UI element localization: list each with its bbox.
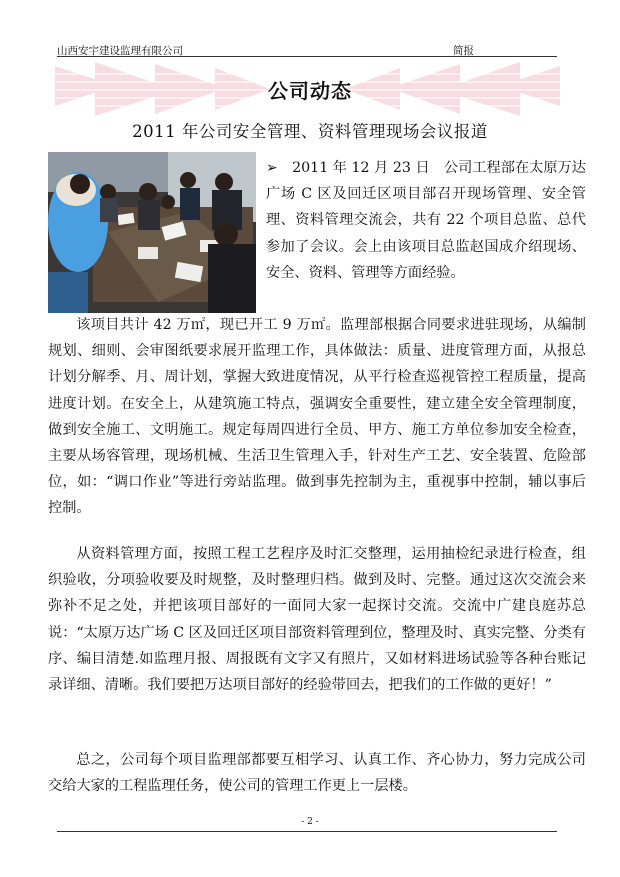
paragraph-1: ➢ 2011 年 12 月 23 日 公司工程部在太原万达广场 C 区及回迁区项目部召开现场管理、安全管理、资料管理交流会，共有 22 个项目总监、总代参加了会议。会上由该项目总监赵国成介绍现场、安全、资料、管理等方面经验。 xyxy=(266,160,586,281)
paragraph-4 xyxy=(48,747,586,799)
paragraph-2 xyxy=(48,312,586,522)
footer-rule xyxy=(57,831,557,832)
company-name: 山西安宇建设监理有限公司 xyxy=(57,45,183,57)
paragraph-2-text: 该项目共计 42 万㎡，现已开工 9 万㎡。监理部根据合同要求进驻现场，从编制规划、细则、会审图纸要求展开监理工作，具体做法：质量、进度管理方面，从报总计划分解季、月、周计划，掌握大致进度情况，从平行检查巡视管控工程质量，提高进度计划。在安全上，从建筑施工特点，强调安全重要性，建立建全安全管理制度，做到安全施工、文明施工。规定每周四进行全员、甲方、施工方单位参加安全检查，主要从场容管理，现场机械、生活卫生管理入手，针对生产工艺、安全装置、危险部位，如：“调口作业”等进行旁站监理。做到事先控制为主，重视事中控制，辅以事后控制。 xyxy=(48,317,586,517)
paragraph-3 xyxy=(48,541,586,698)
header-rule xyxy=(57,56,557,57)
document-type: 简报 xyxy=(453,45,474,57)
page-title: 公司动态 xyxy=(268,79,352,103)
page-number: - 2 - xyxy=(301,817,319,827)
paragraph-4-text: 总之，公司每个项目监理部都要互相学习、认真工作、齐心协力，努力完成公司交给大家的工程监理任务，使公司的管理工作更上一层楼。 xyxy=(48,752,586,795)
page-header xyxy=(57,41,557,57)
paragraph-3-text: 从资料管理方面，按照工程工艺程序及时汇交整理，运用抽检纪录进行检查，组织验收，分项验收要及时规整，及时整理归档。做到及时、完整。通过这次交流会来弥补不足之处，并把该项目部好的一面同大家一起探讨交流。交流中广建良庭苏总说：“太原万达广场 C 区及回迁区项目部资料管理到位，整理及时、真实完整、分类有序、编目清楚.如监理月报、周报既有文字又有照片，又如材料进场试验等各种台账记录详细、清晰。我们要把万达项目部好的经验带回去，把我们的工作做的更好！” xyxy=(48,546,586,694)
meeting-photo xyxy=(48,152,256,313)
article-headline: 2011 年公司安全管理、资料管理现场会议报道 xyxy=(132,122,488,141)
